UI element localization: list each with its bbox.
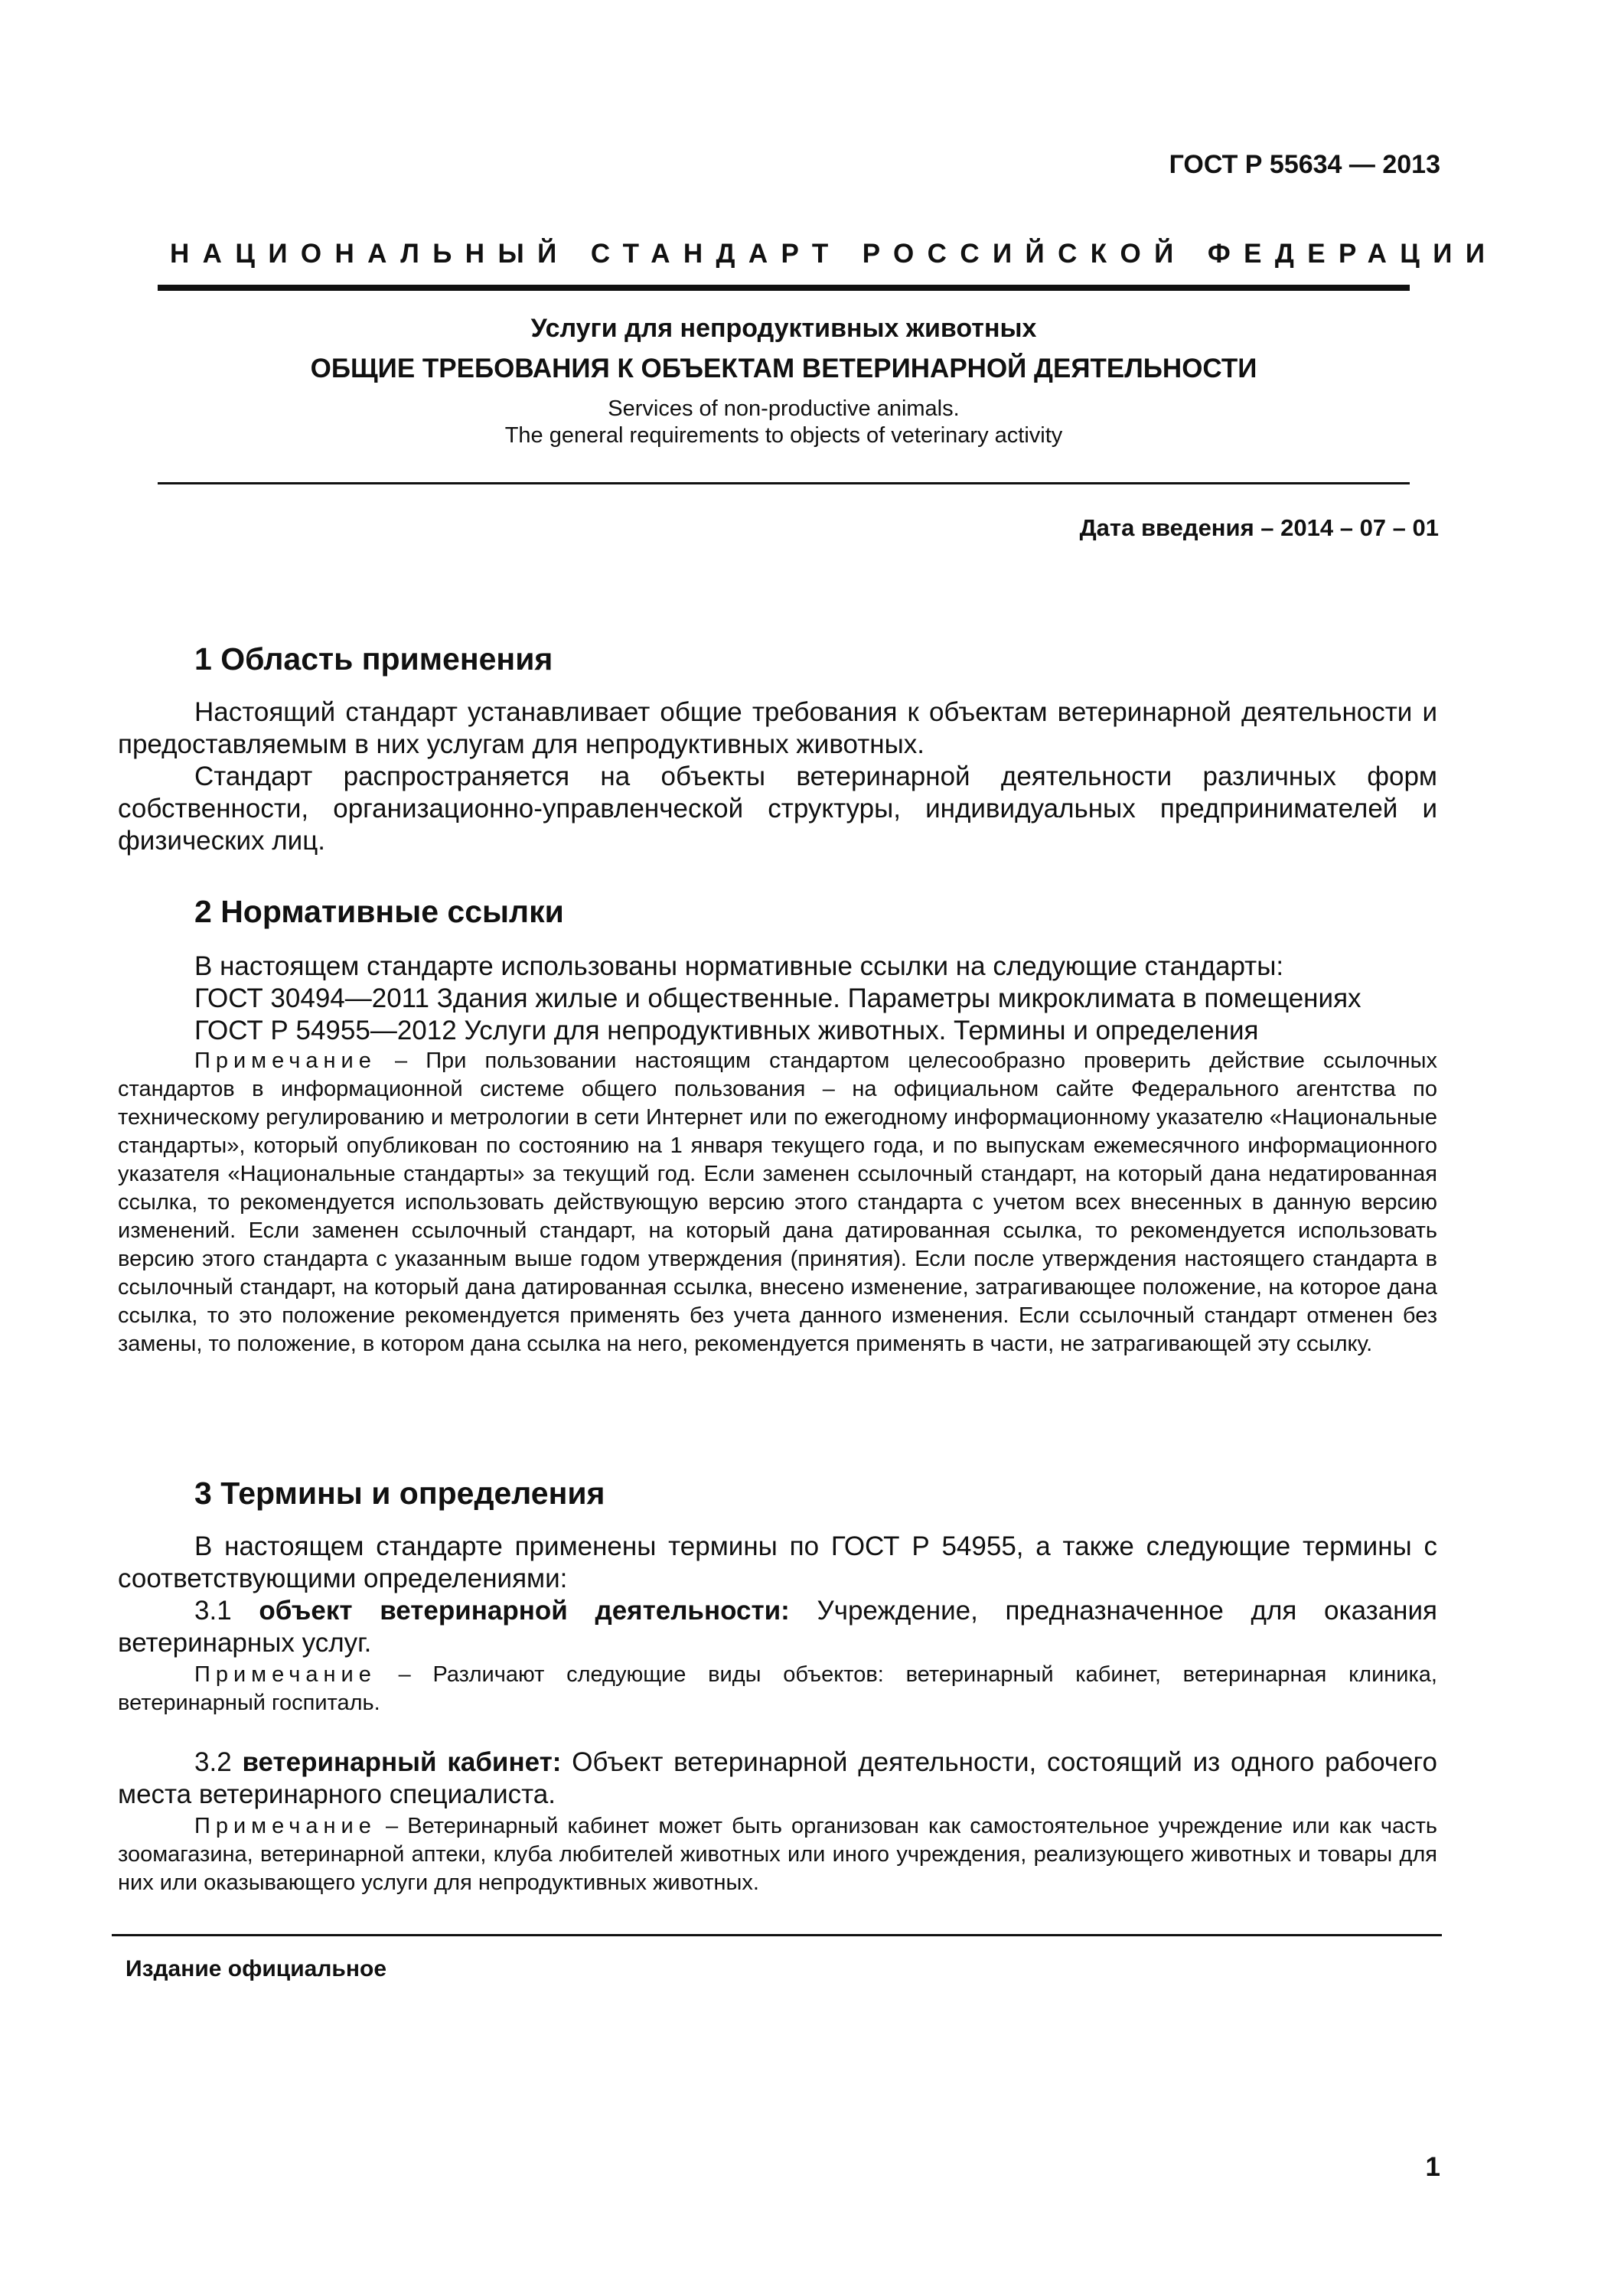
document-subject: Услуги для непродуктивных животных (530, 314, 1037, 343)
page-number: 1 (1425, 2152, 1440, 2182)
section-2-heading: 2 Нормативные ссылки (194, 894, 564, 929)
section-3-intro (118, 1531, 1437, 1595)
term-3-2-number: 3.2 (194, 1747, 232, 1777)
official-edition-label: Издание официальное (126, 1956, 387, 1981)
section-1-paragraph-1: Настоящий стандарт устанавливает общие требования к объектам ветеринарной деятельности и предоставляемым в них услугам для непродуктивных животных. (118, 697, 1437, 759)
gost-code: ГОСТ Р 55634 — 2013 (1169, 150, 1440, 179)
title-english-line-2: The general requirements to objects of veterinary activity (504, 423, 1063, 448)
section-2-note (118, 1047, 1437, 1358)
note-label: Примечание (194, 1662, 377, 1687)
section-3-heading: 3 Термины и определения (194, 1476, 605, 1511)
title-divider (158, 482, 1410, 484)
term-3-1-name: объект ветеринарной деятельности: (259, 1596, 790, 1626)
section-1-paragraph-2: Стандарт распространяется на объекты ветеринарной деятельности различных форм собственности, организационно-управленческой структуры, индивидуальных предпринимателей и физических лиц. (118, 762, 1437, 856)
term-3-1-note (118, 1661, 1437, 1717)
national-standard-title: НАЦИОНАЛЬНЫЙ СТАНДАРТ РОССИЙСКОЙ ФЕДЕРАЦИИ (170, 239, 1498, 269)
section-1-body (118, 696, 1437, 857)
term-3-2-note (118, 1812, 1437, 1897)
term-3-1 (118, 1595, 1437, 1659)
note-label: Примечание (194, 1049, 377, 1073)
reference-gost-30494: ГОСТ 30494—2011 Здания жилые и общественные. Параметры микроклимата в помещениях (194, 983, 1361, 1013)
note-label: Примечание (194, 1814, 377, 1838)
term-3-2-definition: Объект ветеринарной деятельности, состоящий из одного рабочего места ветеринарного специалиста. (118, 1747, 1438, 1809)
header-divider (158, 285, 1410, 291)
note-text: – Различают следующие виды объектов: ветеринарный кабинет, ветеринарная клиника, ветеринарный госпиталь. (118, 1662, 1437, 1715)
note-text: – При пользовании настоящим стандартом целесообразно проверить действие ссылочных стандартов в информационной системе общего пользования – на официальном сайте Федерального агентства по техническому регулированию и метрологии в сети Интернет или по ежегодному информационному указателю «Национальные стандарты», который опубликован по состоянию на 1 января текущего года, и по выпускам ежемесячного информационного указателя «Национальные стандарты» за текущий год. Если заменен ссылочный стандарт, на который дана недатированная ссылка, то рекомендуется использовать действующую версию этого стандарта с учетом всех внесенных в данную версию изменений. Если заменен ссылочный стандарт, на который дана датированная ссылка, то рекомендуется использовать версию этого стандарта с указанным выше годом утверждения (принятия). Если после утверждения настоящего стандарта в ссылочный стандарт, на который дана датированная ссылка, внесено изменение, затрагивающее положение, на которое дана ссылка, то это положение рекомендуется применять без учета данного изменения. Если ссылочный стандарт отменен без замены, то положение, в котором дана ссылка на него, рекомендуется применять в части, не затрагивающей эту ссылку. (118, 1049, 1437, 1356)
reference-gost-r-54955: ГОСТ Р 54955—2012 Услуги для непродуктивных животных. Термины и определения (194, 1016, 1259, 1045)
footer-divider (112, 1934, 1442, 1936)
term-3-1-number: 3.1 (194, 1596, 232, 1626)
term-3-2-name: ветеринарный кабинет: (242, 1747, 562, 1777)
section-3-intro-text: В настоящем стандарте применены термины по ГОСТ Р 54955, а также следующие термины с соответствующими определениями: (118, 1531, 1437, 1593)
term-3-1-definition: Учреждение, предназначенное для оказания ветеринарных услуг. (118, 1596, 1437, 1658)
title-english-line-1: Services of non-productive animals. (608, 396, 960, 421)
term-3-2 (118, 1746, 1437, 1811)
section-2-intro: В настоящем стандарте использованы нормативные ссылки на следующие стандарты: (194, 951, 1284, 981)
section-1-heading: 1 Область применения (194, 641, 553, 677)
document-title: ОБЩИЕ ТРЕБОВАНИЯ К ОБЪЕКТАМ ВЕТЕРИНАРНОЙ ДЕЯТЕЛЬНОСТИ (310, 354, 1257, 383)
note-text: – Ветеринарный кабинет может быть организован как самостоятельное учреждение или как часть зоомагазина, ветеринарной аптеки, клуба любителей животных или иного учреждения, реализующего животных и товары для них или оказывающего услуги для непродуктивных животных. (118, 1814, 1437, 1895)
introduction-date: Дата введения – 2014 – 07 – 01 (1079, 514, 1439, 541)
